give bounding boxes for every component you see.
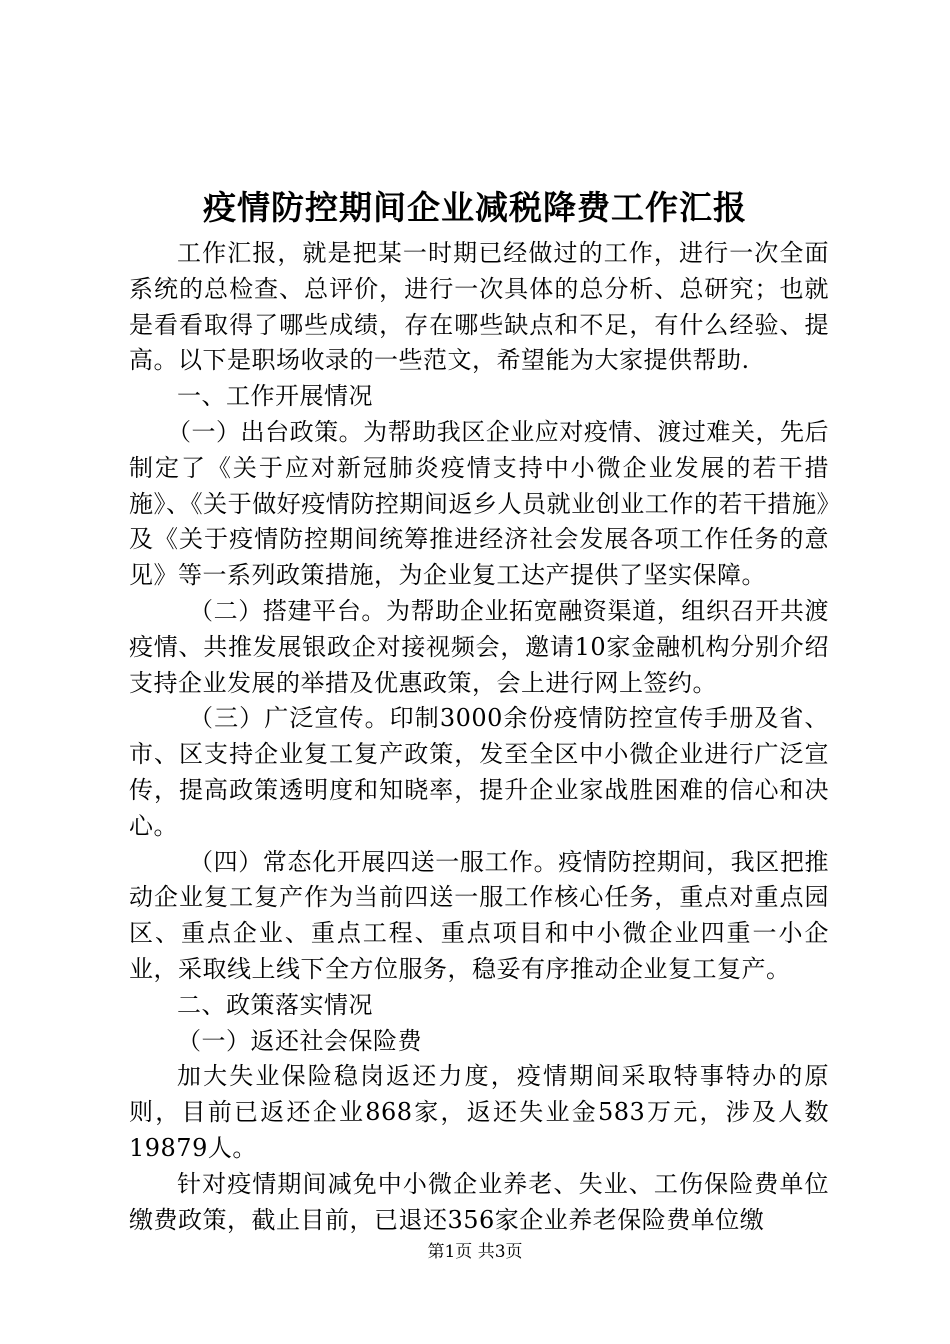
section-heading-1: 一、工作开展情况 — [177, 382, 373, 411]
page-footer: 第1页 共3页 — [427, 1242, 523, 1262]
document-title: 疫情防控期间企业减税降费工作汇报 — [203, 188, 747, 227]
paragraph-publicity: （三）广泛宣传。印制3000余份疫情防控宣传手册及省、市、区支持企业复工复产政策，发至全区中小微企业进行广泛宣传，提高政策透明度和知晓率，提升企业家战胜困难的信心和决心。 — [129, 704, 829, 840]
section-heading-2: 二、政策落实情况 — [177, 990, 373, 1019]
document-body — [129, 236, 829, 1238]
paragraph-four-services: （四）常态化开展四送一服工作。疫情防控期间，我区把推动企业复工复产作为当前四送一服工作核心任务，重点对重点园区、重点企业、重点工程、重点项目和中小微企业四重一小企业，采取线上线下全方位服务，稳妥有序推动企业复工复产。 — [129, 847, 829, 983]
paragraph-platform: （二）搭建平台。为帮助企业拓宽融资渠道，组织召开共渡疫情、共推发展银政企对接视频会，邀请10家金融机构分别介绍支持企业发展的举措及优惠政策，会上进行网上签约。 — [129, 596, 829, 697]
paragraph-policy: （一）出台政策。为帮助我区企业应对疫情、渡过难关，先后制定了《关于应对新冠肺炎疫情支持中小微企业发展的若干措施》、《关于做好疫情防控期间返乡人员就业创业工作的若干措施》及《关于疫情防控期间统筹推进经济社会发展各项工作任务的意见》等一系列政策措施，为企业复工达产提供了坚实保障。 — [129, 417, 829, 590]
paragraph-pension: 针对疫情期间减免中小微企业养老、失业、工伤保险费单位缴费政策，截止目前，已退还356家企业养老保险费单位缴 — [129, 1169, 829, 1234]
intro-paragraph: 工作汇报，就是把某一时期已经做过的工作，进行一次全面系统的总检查、总评价，进行一次具体的总分析、总研究；也就是看看取得了哪些成绩，存在哪些缺点和不足，有什么经验、提高。以下是职场收录的一些范文，希望能为大家提供帮助. — [129, 239, 829, 375]
subsection-heading-1: （一）返还社会保险费 — [177, 1026, 422, 1055]
paragraph-unemployment: 加大失业保险稳岗返还力度，疫情期间采取特事特办的原则，目前已返还企业868家，返还失业金583万元，涉及人数19879人。 — [129, 1062, 829, 1162]
